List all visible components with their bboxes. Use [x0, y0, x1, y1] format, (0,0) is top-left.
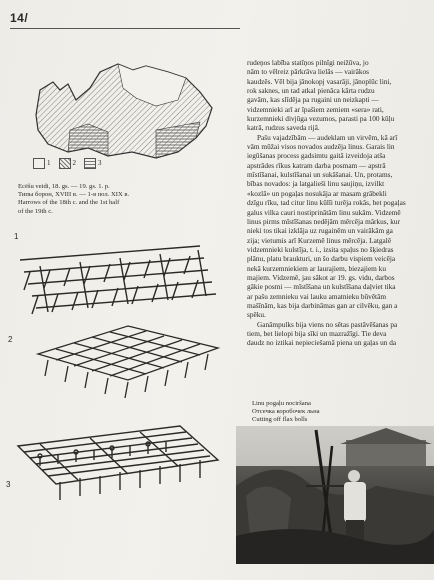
text-line: galus vilka cauri nostiprinātām linu sukām. Vidzemē	[247, 207, 401, 217]
text-line: bības novados: ja latgalieši linu saujiņu, izvilkt	[247, 179, 385, 189]
text-line: linus pirms mīstīšanas nedējām mērcēja mārkus, kur	[247, 216, 400, 226]
caption-line-en-2: of the 19th c.	[18, 207, 53, 215]
legend-item-2	[59, 158, 77, 169]
text-line: spēku.	[247, 310, 266, 320]
text-line: gavām, kas slīdēja pa rugaini un neizkapti —	[247, 95, 379, 105]
text-line: «kozlā» un pogaļas nosukāja ar masam grābekli	[247, 188, 387, 198]
legend-label: 2	[72, 159, 76, 168]
text-line: vidzemnieki kulstīja, t. i., izsita spaļus no šķiedras	[247, 244, 394, 254]
text-line: iegūšanas process gadsimtu gaitā izveidoja atša	[247, 151, 386, 161]
text-line: nieki tos tikai izklāja uz rugainēm un vairākām ga	[247, 226, 393, 236]
harrow-drawing-1	[10, 232, 220, 327]
text-line: apstrādes rīkus katram darba posmam — apstrā	[247, 160, 386, 170]
text-line: rudeņos labība statīņos pilnīgi neižūva, jo	[247, 58, 369, 67]
text-line: ar pašu zemnieku vai lauku amatnieku būvētām	[247, 291, 386, 301]
text-line: gākie posmi — mīstīšana un kulstīšana daļviet tika	[247, 282, 396, 292]
text-line: nām to vēlreiz pārkrāva lielās — vairākos	[247, 67, 369, 77]
paragraph-3	[247, 320, 434, 348]
text-line: mīstīšanai, kulstīšanai un sukāšanai. Un, protams,	[247, 170, 393, 180]
text-line: dzīgu rīku, tad citur linu kūlīi turēja rokās, bet pogaļas	[247, 198, 406, 208]
legend-label: 1	[47, 159, 51, 168]
page-number: 14/	[10, 11, 29, 25]
text-line: majiem. Vidzemē, jau sākot ar 19. gs. vidu, darbos	[247, 272, 395, 282]
legend-item-3	[84, 158, 102, 169]
harrow-drawing-2	[18, 318, 226, 408]
text-line: nekā kurzemniekiem ar laurajiem, biezajiem ku	[247, 263, 386, 273]
legend-label: 3	[98, 159, 102, 168]
figure-number-1: 1	[14, 232, 19, 241]
paragraph-2	[247, 133, 434, 320]
text-line: vidzemnieki arī ar īpašiem zemiem «sera» rati,	[247, 104, 384, 114]
map-caption	[18, 183, 168, 216]
harrow-drawing-3	[10, 420, 228, 512]
text-line: plānu, platu braukturi, un šo darbu vispiem veicēja	[247, 254, 396, 264]
text-line: daudz no iztikai nepieciešamā piena un gaļas un da	[247, 338, 397, 348]
map-legend	[33, 158, 102, 169]
photo-caption-ru: Отсечка коробочек льна	[252, 408, 320, 415]
text-line: kurzemnieki divjūga vezumos, parasti pa 100 kūļu	[247, 114, 395, 124]
body-text	[247, 58, 434, 348]
flax-cutting-photo	[236, 426, 434, 564]
text-line: zija; vietumis arī Kurzemē linus mērcēja. Latgalē	[247, 235, 392, 245]
text-line: kaudzēs. Vēl bija jānokopj vasarāji, jānoplūc lini,	[247, 76, 392, 86]
caption-line-ru: Типы борон, XVIII в. — 1-я пол. XIX в.	[18, 191, 130, 199]
legend-item-1	[33, 158, 51, 169]
text-line: tiem, bet lielopi bija sīki un mazražīgi. Tie deva	[247, 328, 387, 338]
text-line: rok saknes, un tad atkal pienāca kārta rudzu	[247, 86, 375, 96]
legend-swatch	[84, 158, 96, 169]
figure-number-3: 3	[6, 480, 11, 489]
legend-swatch	[59, 158, 71, 169]
text-line: Ganāmpulks bija viens no sētas pastāvēšanas pa	[257, 319, 398, 329]
photo-caption	[252, 400, 320, 424]
text-line: katrā, rudzus saveda rijā.	[247, 123, 320, 133]
photo-caption-lv: Linu pogaļu nociršana	[252, 400, 311, 407]
header-rule	[10, 28, 240, 29]
legend-swatch	[33, 158, 45, 169]
text-line: Pašu vajadzībām — audeklam un virvēm, kā arī	[257, 132, 398, 142]
paragraph-1	[247, 58, 434, 133]
text-line: mašīnām, kas bija darbināmas gan ar cilvēku, gan a	[247, 300, 398, 310]
photo-caption-en: Cutting off flax bolls	[252, 416, 308, 423]
caption-line-en: Harrows of the 18th c. and the 1st half	[18, 199, 120, 207]
figure-number-2: 2	[8, 335, 13, 344]
text-line: vām mūžai visos novados audzēja linus. Garais lin	[247, 142, 395, 152]
caption-line-lv: Ecēšu veidi, 18. gs. — 19. gs. 1. p.	[18, 183, 110, 190]
